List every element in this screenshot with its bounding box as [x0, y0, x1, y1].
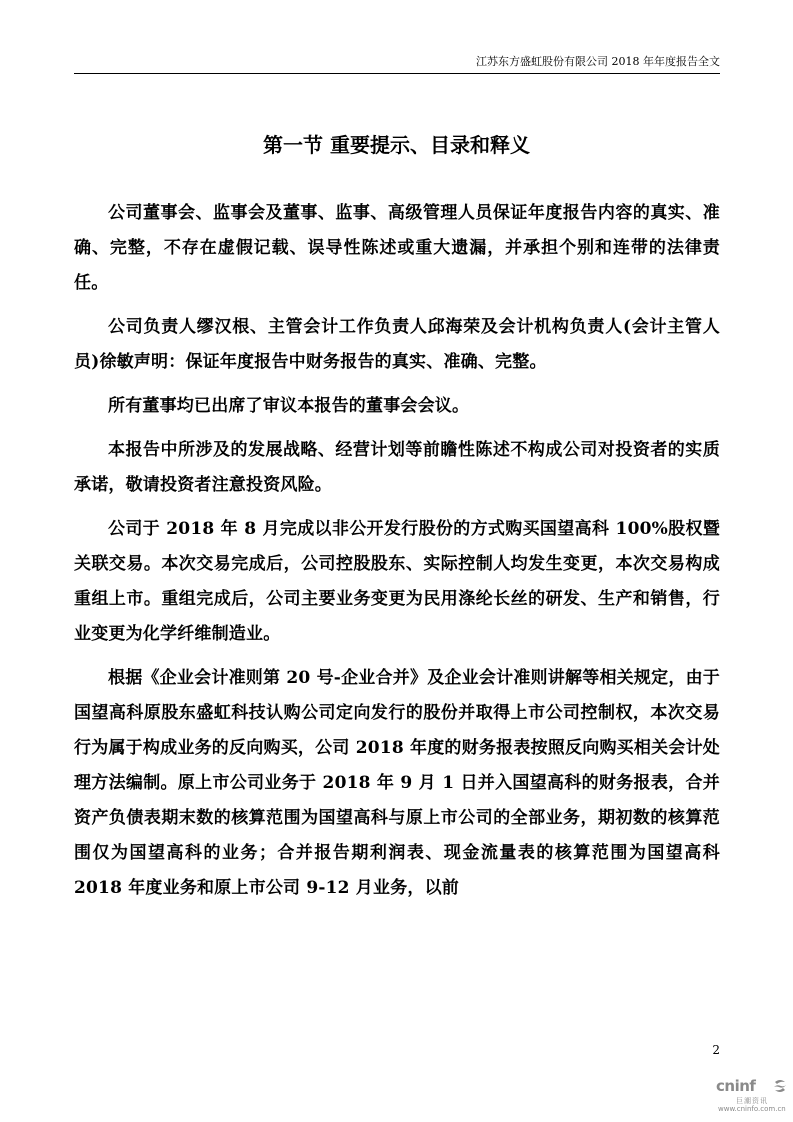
paragraph-declaration: 公司负责人缪汉根、主管会计工作负责人邱海荣及会计机构负责人(会计主管人员)徐敏声明：保证年度报告中财务报告的真实、准确、完整。 — [74, 317, 720, 372]
paragraph-reverse-acquisition: 根据《企业会计准则第 20 号-企业合并》及企业会计准则讲解等相关规定，由于国望高科原股东盛虹科技认购公司定向发行的股份并取得上市公司控制权，本次交易行为属于构成业务的反向购买，公司 2018 年度的财务报表按照反向购买相关会计处理方法编制。原上市公司业务于 2018 年 9 月 1 日并入国望高科的财务报表，合并资产负债表期末数的核算范围为国望高科与原上市公司的全部业务，期初数的核算范围仅为国望高科的业务；合并报告期利润表、现金流量表的核算范围为国望高科 2018 年度业务和原上市公司 9-12 月业务，以前 — [74, 668, 720, 898]
cninfo-swirl-icon — [772, 1078, 788, 1094]
section-title: 第一节 重要提示、目录和释义 — [263, 133, 530, 157]
paragraph-forward-looking: 本报告中所涉及的发展战略、经营计划等前瞻性陈述不构成公司对投资者的实质承诺，敬请投资者注意投资风险。 — [74, 440, 720, 495]
paragraph-attendance: 所有董事均已出席了审议本报告的董事会会议。 — [108, 396, 470, 416]
paragraph-responsibility: 公司董事会、监事会及董事、监事、高级管理人员保证年度报告内容的真实、准确、完整，不存在虚假记载、误导性陈述或重大遗漏，并承担个别和连带的法律责任。 — [74, 203, 720, 293]
cninfo-watermark-logo — [716, 1077, 788, 1117]
body-text — [74, 196, 720, 915]
logo-url-text: www.cninfo.com.cn — [718, 1105, 786, 1113]
running-header: 江苏东方盛虹股份有限公司 2018 年年度报告全文 — [74, 55, 720, 74]
logo-chinese-text: 巨潮资讯 — [736, 1097, 768, 1105]
page-number: 2 — [712, 1043, 720, 1057]
logo-brand-text: cninf — [716, 1077, 756, 1095]
paragraph-acquisition: 公司于 2018 年 8 月完成以非公开发行股份的方式购买国望高科 100%股权暨关联交易。本次交易完成后，公司控股股东、实际控制人均发生变更，本次交易构成重组上市。重组完成后，公司主要业务变更为民用涤纶长丝的研发、生产和销售，行业变更为化学纤维制造业。 — [74, 519, 720, 644]
